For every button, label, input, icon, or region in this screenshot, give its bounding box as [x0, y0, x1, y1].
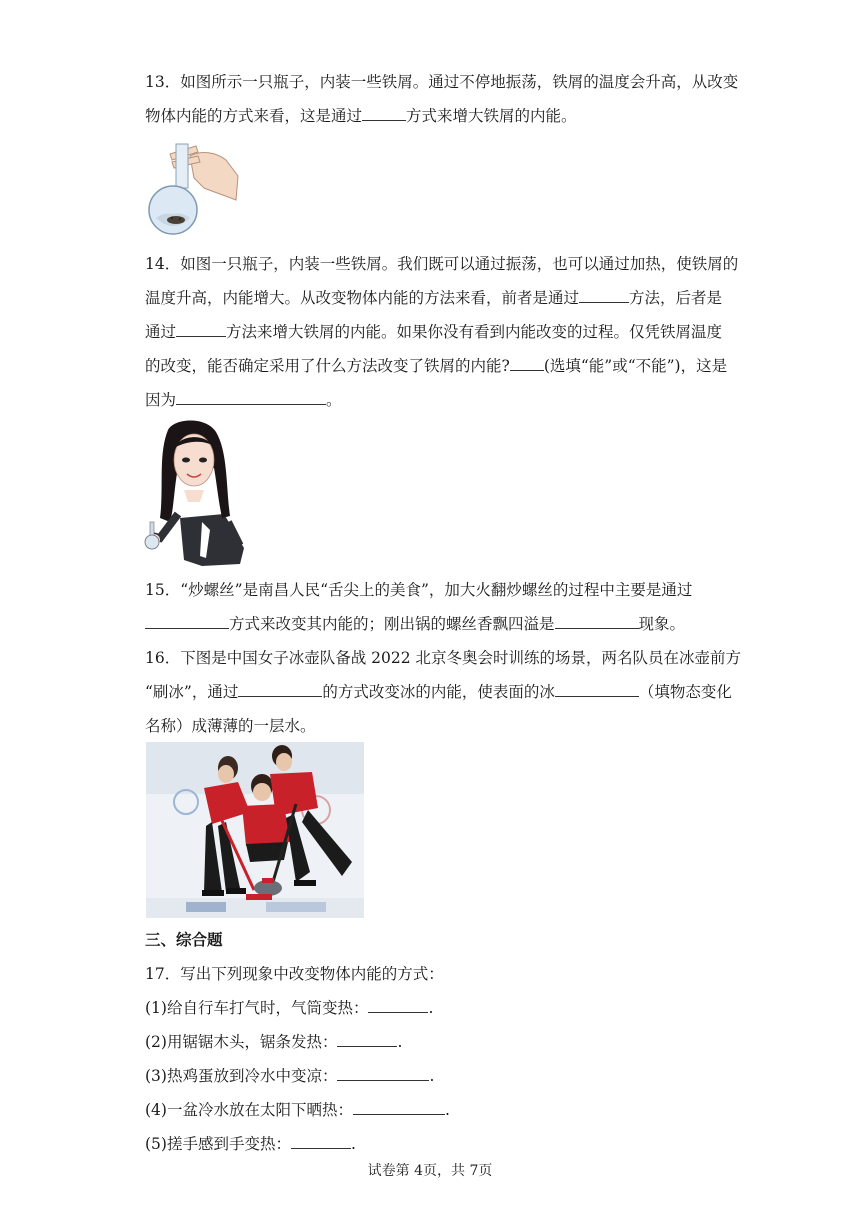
q16-line1: 16．下图是中国女子冰壶队备战 2022 北京冬奥会时训练的场景，两名队员在冰壶前方: [145, 649, 742, 667]
q14-text-c: 通过: [145, 323, 177, 341]
q17-item-3-blank[interactable]: [337, 1066, 429, 1081]
q17-item-4-text: (4)一盆冷水放在太阳下晒热：: [145, 1101, 353, 1119]
q15-answer-blank-2[interactable]: [555, 614, 639, 629]
q17-item-5-text: (5)搓手感到手变热：: [145, 1135, 291, 1153]
q13-answer-blank[interactable]: [362, 106, 406, 121]
q14-answer-blank-1[interactable]: [579, 288, 629, 303]
teacher-cartoon-image: [144, 418, 254, 568]
q14-text-e: 的改变，能否确定采用了什么方法改变了铁屑的内能?: [145, 357, 510, 375]
q16-answer-blank-2[interactable]: [555, 682, 639, 697]
q13-text-b: 方式来增大铁屑的内能。: [406, 107, 577, 125]
q14-text-f: (选填“能”或“不能”)，这是: [543, 357, 728, 375]
flask-hand-image: [146, 138, 242, 238]
q14-line5: [145, 390, 725, 410]
q17-item-4-blank[interactable]: [353, 1100, 445, 1115]
q16-text-c: （填物态变化: [638, 683, 732, 701]
q17-item-5: [145, 1134, 725, 1154]
section3-heading: 三、综合题: [145, 930, 223, 949]
q16-answer-blank-1[interactable]: [238, 682, 322, 697]
q17-item-4-end: .: [444, 1101, 450, 1119]
q16-text-a: “刷冰”，通过: [145, 683, 239, 701]
q13-line2: [145, 106, 725, 126]
q15-answer-blank-1[interactable]: [145, 614, 229, 629]
q17-item-1-text: (1)给自行车打气时，气筒变热：: [145, 999, 369, 1017]
q17-item-4: [145, 1100, 725, 1120]
curling-photo-image: [146, 742, 364, 918]
q17-item-3-end: .: [429, 1067, 435, 1085]
q14-text-b: 方法，后者是: [629, 289, 723, 307]
q16-line2: [145, 682, 732, 702]
q17-item-2: [145, 1032, 725, 1052]
q13-line1: 13．如图所示一只瓶子，内装一些铁屑。通过不停地振荡，铁屑的温度会升高，从改变: [145, 73, 739, 91]
q14-text-h: 。: [326, 391, 342, 409]
q14-text-g: 因为: [145, 391, 177, 409]
q14-answer-blank-3[interactable]: [510, 356, 544, 371]
q14-line4: [145, 356, 728, 376]
q14-line3: [145, 322, 725, 342]
q15-line1: 15．“炒螺丝”是南昌人民“舌尖上的美食”，加大火翻炒螺丝的过程中主要是通过: [145, 581, 693, 599]
q14-text-d: 方法来增大铁屑的内能。如果你没有看到内能改变的过程。仅凭铁屑温度: [226, 323, 723, 341]
q17-item-3: [145, 1066, 725, 1086]
q17-item-2-end: .: [397, 1033, 403, 1051]
q17-item-2-blank[interactable]: [337, 1032, 397, 1047]
q16-text-b: 的方式改变冰的内能，使表面的冰: [322, 683, 555, 701]
q15-text-a: 方式来改变其内能的；刚出锅的螺丝香飘四溢是: [229, 615, 555, 633]
q17-item-5-end: .: [350, 1135, 356, 1153]
q15-line2: [145, 614, 725, 634]
q14-line1: 14．如图一只瓶子，内装一些铁屑。我们既可以通过振荡，也可以通过加热，使铁屑的: [145, 255, 739, 273]
q16-line3: 名称）成薄薄的一层水。: [145, 717, 316, 735]
q14-line2: [145, 288, 725, 308]
q17-item-1-blank[interactable]: [368, 998, 428, 1013]
q14-answer-blank-2[interactable]: [176, 322, 226, 337]
q14-text-a: 温度升高，内能增大。从改变物体内能的方法来看，前者是通过: [145, 289, 580, 307]
page-footer: 试卷第 4页，共 7页: [367, 1163, 493, 1179]
q17-intro: 17．写出下列现象中改变物体内能的方式：: [145, 965, 444, 983]
q13-text-a: 物体内能的方式来看，这是通过: [145, 107, 363, 125]
q15-text-b: 现象。: [638, 615, 686, 633]
q17-item-3-text: (3)热鸡蛋放到冷水中变凉：: [145, 1067, 338, 1085]
q17-item-5-blank[interactable]: [291, 1134, 351, 1149]
q17-item-1: [145, 998, 725, 1018]
q14-answer-blank-4[interactable]: [176, 390, 326, 405]
q17-item-2-text: (2)用锯锯木头，锯条发热：: [145, 1033, 338, 1051]
q17-item-1-end: .: [428, 999, 434, 1017]
